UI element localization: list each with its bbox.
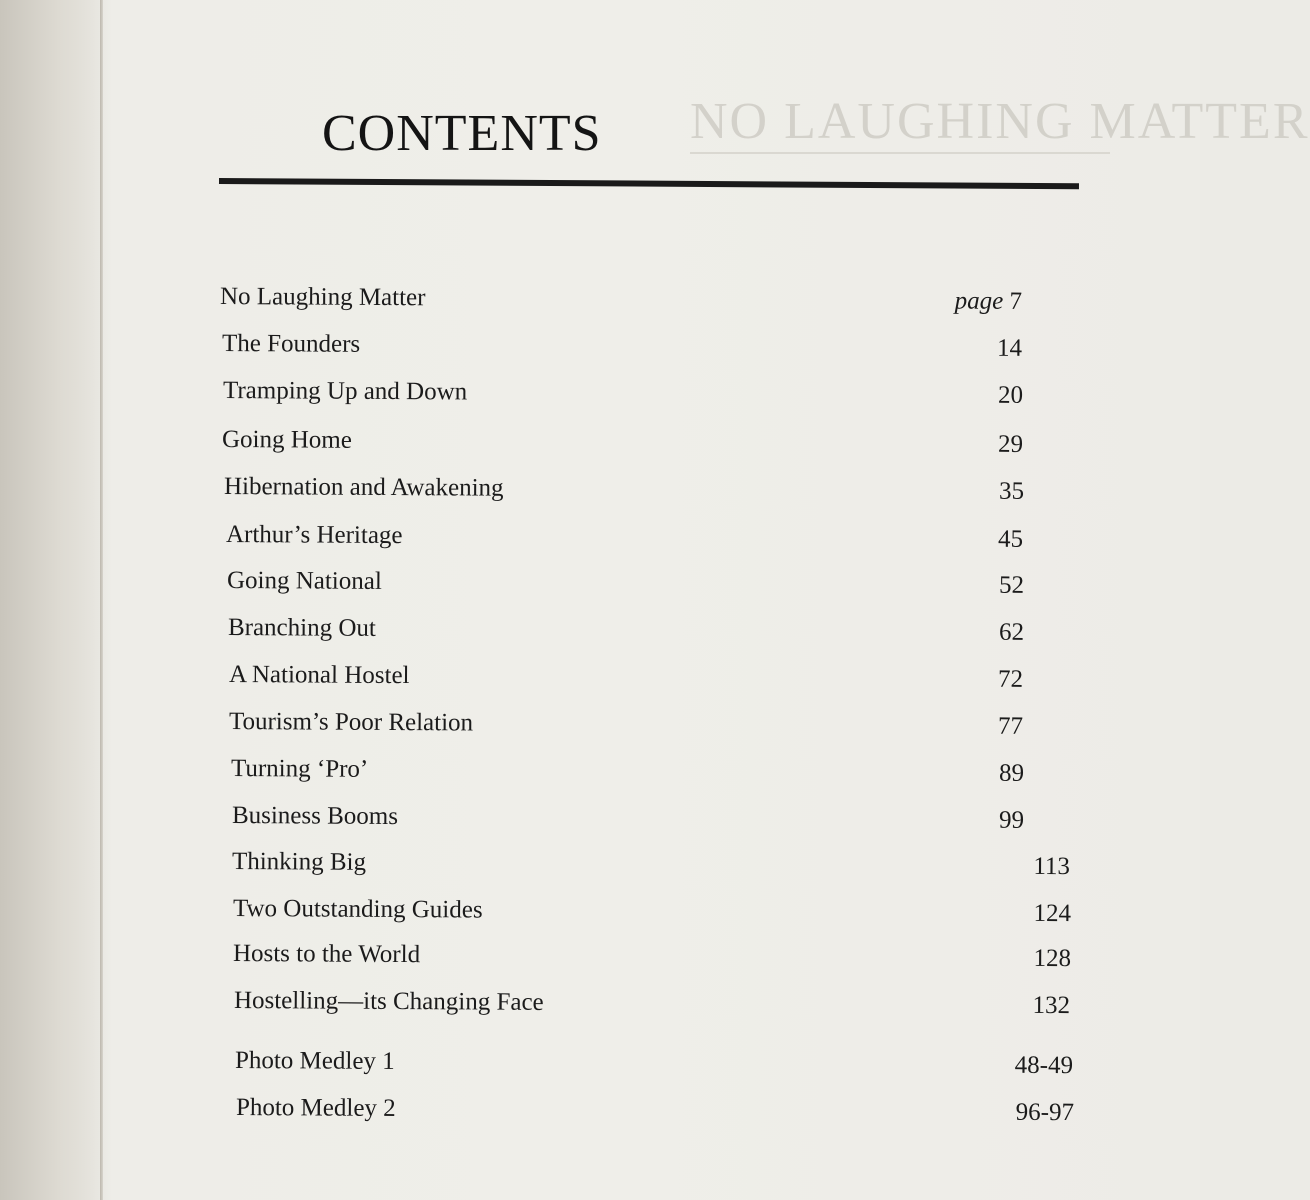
toc-entry [236,1090,1074,1131]
toc-entry [233,891,1071,932]
toc-entry-title: A National Hostel [228,661,410,690]
toc-entry [231,751,1024,792]
toc-entry-title: Two Outstanding Guides [232,895,483,924]
toc-entry-title: Hibernation and Awakening [223,473,504,502]
toc-entry [229,657,1023,698]
toc-entry-title: Branching Out [227,614,376,642]
toc-entry-page: 48-49 [1014,1051,1074,1080]
toc-entry-page: 113 [1033,852,1071,881]
toc-entry-page: 62 [998,618,1025,646]
page-gutter [100,0,103,1200]
toc-entry-page: 124 [1033,899,1072,928]
toc-entry-page: 52 [998,571,1025,599]
toc-entry-title: Business Booms [231,802,399,831]
toc-entry-title: Arthur’s Heritage [225,521,403,550]
toc-entry [227,563,1024,604]
toc-entry-page: 72 [997,665,1024,693]
bleed-through-rule [690,152,1110,154]
toc-entry-title: Going National [226,567,382,595]
toc-entry-page: 128 [1033,944,1072,973]
toc-entry-page: 89 [998,759,1025,787]
toc-entry-title: Thinking Big [231,848,367,876]
toc-entry [232,844,1070,885]
toc-entry [228,610,1024,651]
toc-entry [233,936,1071,977]
toc-entry [222,326,1022,367]
toc-entry-page: 77 [997,712,1024,740]
toc-entry-page: 20 [997,381,1024,409]
toc-entry-page: 45 [997,525,1024,553]
toc-entry [234,983,1070,1024]
toc-entry [224,469,1024,510]
toc-entry-title: No Laughing Matter [219,283,426,312]
title-rule [219,178,1079,189]
toc-entry-page: 35 [998,477,1025,505]
page-title: CONTENTS [322,105,602,162]
toc-entry [226,517,1023,558]
toc-entry [222,422,1023,463]
bleed-through-heading: NO LAUGHING MATTER [690,93,1310,150]
toc-entry-page: 14 [996,334,1023,362]
toc-entry-title: Going Home [221,426,352,454]
spine-shadow [0,0,112,1200]
toc-entry-title: Hostelling—its Changing Face [233,987,544,1016]
toc-entry-page: 96-97 [1015,1098,1075,1127]
toc-entry-title: Hosts to the World [232,940,421,969]
toc-entry [235,1043,1073,1084]
toc-entry-title: The Founders [221,330,361,358]
toc-entry [223,373,1023,414]
toc-entry-title: Tourism’s Poor Relation [228,708,474,737]
toc-entry [220,279,1022,320]
toc-entry-title: Photo Medley 1 [234,1047,395,1075]
toc-entry [232,798,1024,839]
toc-entry-title: Turning ‘Pro’ [230,755,369,783]
toc-entry-page: 99 [998,806,1025,834]
toc-page-number: 7 [1009,287,1023,315]
toc-page-prefix: page [954,287,1004,315]
toc-entry [229,704,1023,745]
toc-entry-page: 132 [1032,991,1071,1020]
toc-entry-page [955,283,1023,319]
toc-entry-title: Tramping Up and Down [222,377,468,406]
toc-entry-title: Photo Medley 2 [235,1094,396,1122]
toc-entry-page: 29 [997,430,1024,458]
